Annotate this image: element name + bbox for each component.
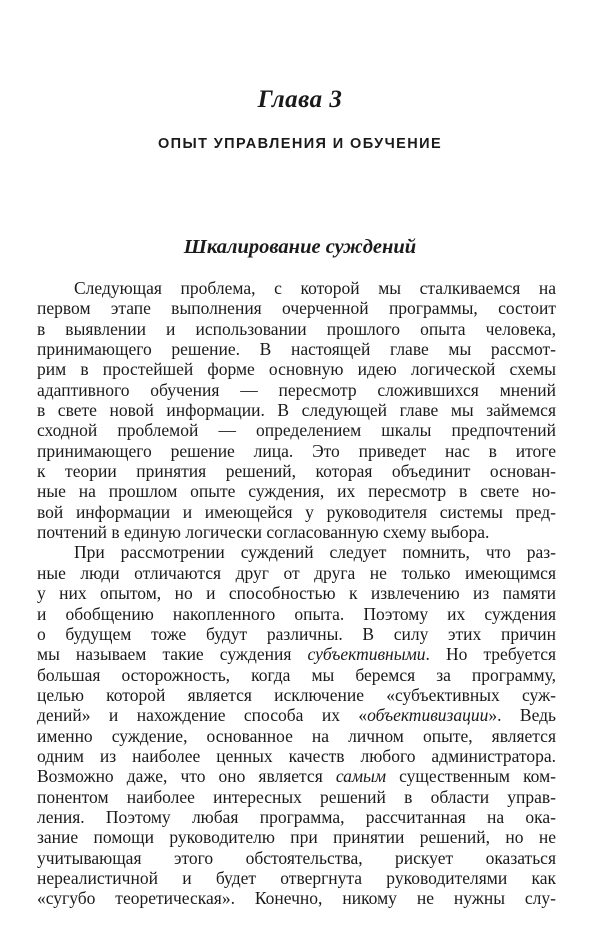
text-line: одним из наиболее ценных качеств любого администратора.	[37, 745, 556, 766]
text-line: принимающего решение лица. Это приведет нас в итоге	[37, 440, 556, 461]
text-line: большая осторожность, когда мы беремся за программу,	[37, 664, 556, 685]
text-line: понентом наиболее интересных решений в области управ-	[37, 786, 556, 807]
text-line: адаптивного обучения — пересмотр сложившихся мнений	[37, 379, 556, 400]
text-line: о будущем тоже будут различны. В силу этих причин	[37, 623, 556, 644]
text-line: к теории принятия решений, которая объединит основан-	[37, 461, 556, 482]
text-line: именно суждение, основанное на личном опыте, является	[37, 725, 556, 746]
text-line: «сугубо теоретическая». Конечно, никому не нужны слу-	[37, 888, 556, 909]
text-line	[37, 766, 556, 786]
text-line: Следующая проблема, с которой мы сталкиваемся на	[74, 278, 556, 298]
text-line: почтений в единую логически согласованную схему выбора.	[37, 522, 490, 543]
text-line: принимающего решение. В настоящей главе мы рассмот-	[37, 339, 556, 360]
text-line: в свете новой информации. В следующей главе мы займемся	[37, 400, 556, 421]
text-line: в выявлении и использовании прошлого опыта человека,	[37, 318, 556, 339]
text-segment: дений» и нахождение способа их «	[37, 705, 368, 726]
text-line: сходной проблемой — определением шкалы предпочтений	[37, 420, 556, 441]
text-segment: мы называем такие суждения	[37, 644, 292, 665]
emphasis-text: объективизации	[367, 705, 489, 726]
text-segment: существенным ком-	[399, 766, 557, 787]
text-segment: ». Ведь	[488, 705, 557, 726]
text-line: целью которой является исключение «субъективных суж-	[37, 684, 556, 705]
section-title: Шкалирование суждений	[183, 236, 417, 258]
emphasis-text: субъективными	[307, 644, 426, 665]
text-line: и обобщению накопленного опыта. Поэтому их суждения	[37, 603, 556, 624]
text-line: нереалистичной и будет отвергнута руководителями как	[37, 867, 556, 888]
text-segment: Возможно даже, что оно является	[37, 766, 323, 787]
text-line	[37, 705, 556, 725]
text-line: рим в простейшей форме основную идею логической схемы	[37, 359, 556, 380]
text-line: зание помощи руководителю при принятии решений, но не	[37, 827, 556, 848]
text-line: у них опытом, но и способностью к извлечению из памяти	[37, 583, 556, 604]
body-text	[37, 278, 556, 909]
text-line	[37, 644, 556, 664]
text-segment: . Но требуется	[425, 644, 557, 665]
text-line: учитывающая этого обстоятельства, рискует оказаться	[37, 847, 556, 868]
text-line: первом этапе выполнения очерченной программы, состоит	[37, 298, 556, 319]
chapter-title: Глава 3	[257, 86, 343, 113]
text-line: ные на прошлом опыте суждения, их пересмотр в свете но-	[37, 481, 556, 502]
chapter-subtitle: ОПЫТ УПРАВЛЕНИЯ И ОБУЧЕНИЕ	[157, 136, 443, 152]
text-line: ные люди отличаются друг от друга не только имеющимся	[37, 562, 556, 583]
text-line: При рассмотрении суждений следует помнить, что раз-	[74, 542, 556, 563]
text-line: вой информации и имеющейся у руководителя системы пред-	[37, 501, 556, 522]
text-line: ления. Поэтому любая программа, рассчитанная на ока-	[37, 806, 556, 827]
emphasis-text: самым	[335, 766, 387, 787]
